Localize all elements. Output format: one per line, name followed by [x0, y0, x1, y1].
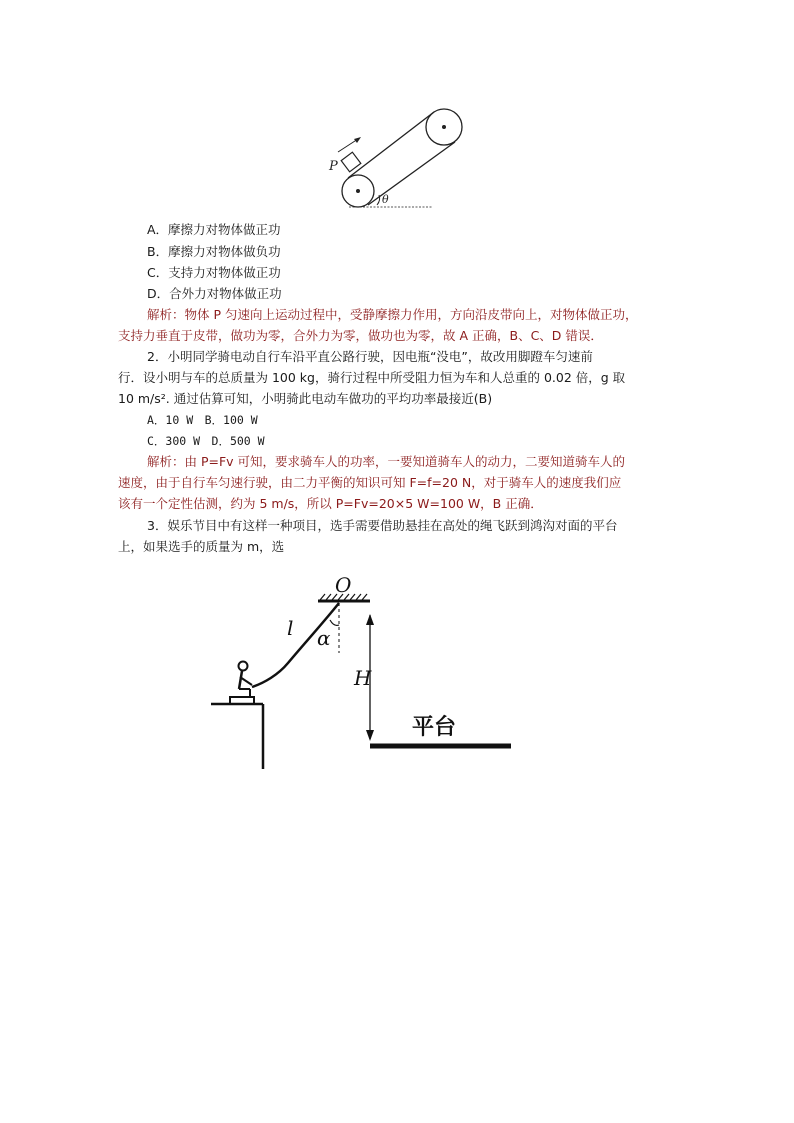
conveyor-belt-figure — [326, 104, 470, 216]
analysis-1-line1: 解析：物体 P 匀速向上运动过程中，受静摩擦力作用，方向沿皮带向上，对物体做正功， — [147, 307, 638, 322]
rope-swing-figure — [208, 563, 524, 769]
label-platform: 平台 — [412, 715, 457, 740]
analysis-2-line3: 该有一个定性估测，约为 5 m/s，所以 P=Fv=20×5 W=100 W，B 正确． — [118, 496, 543, 511]
analysis-2-line2: 速度，由于自行车匀速行驶，由二力平衡的知识可知 F=f=20 N，对于骑车人的速度我们应 — [118, 475, 622, 490]
label-alpha: α — [317, 626, 331, 650]
label-theta: θ — [382, 193, 389, 206]
label-o: O — [335, 573, 352, 597]
question-3-line2: 上，如果选手的质量为 m，选 — [118, 539, 285, 554]
question-2-line1: 2．小明同学骑电动自行车沿平直公路行驶，因电瓶“没电”，故改用脚蹬车匀速前 — [147, 349, 593, 364]
analysis-1-line2: 支持力垂直于皮带，做功为零，合外力为零，做功也为零，故 A 正确，B、C、D 错误． — [118, 328, 603, 343]
question-2-line2: 行．设小明与车的总质量为 100 kg，骑行过程中所受阻力恒为车和人总重的 0.02 倍，g 取 — [118, 370, 626, 385]
option-1a: A．摩擦力对物体做正功 — [147, 222, 281, 237]
question-2-line3: 10 m/s². 通过估算可知，小明骑此电动车做功的平均功率最接近(B) — [118, 391, 493, 406]
option-1c: C．支持力对物体做正功 — [147, 265, 281, 280]
option-1b: B．摩擦力对物体做负功 — [147, 244, 281, 259]
question-3-line1: 3．娱乐节目中有这样一种项目，选手需要借助悬挂在高处的绳飞跃到鸿沟对面的平台 — [147, 518, 618, 533]
option-2-line2: C．300 W D．500 W — [147, 434, 265, 448]
option-1d: D．合外力对物体做正功 — [147, 286, 282, 301]
label-p: P — [329, 159, 338, 174]
label-h: H — [354, 666, 372, 690]
analysis-2-line1: 解析：由 P=Fv 可知，要求骑车人的功率，一要知道骑车人的动力，二要知道骑车人的 — [147, 454, 626, 469]
label-l: l — [287, 616, 294, 640]
option-2-line1: A．10 W B．100 W — [147, 413, 258, 427]
